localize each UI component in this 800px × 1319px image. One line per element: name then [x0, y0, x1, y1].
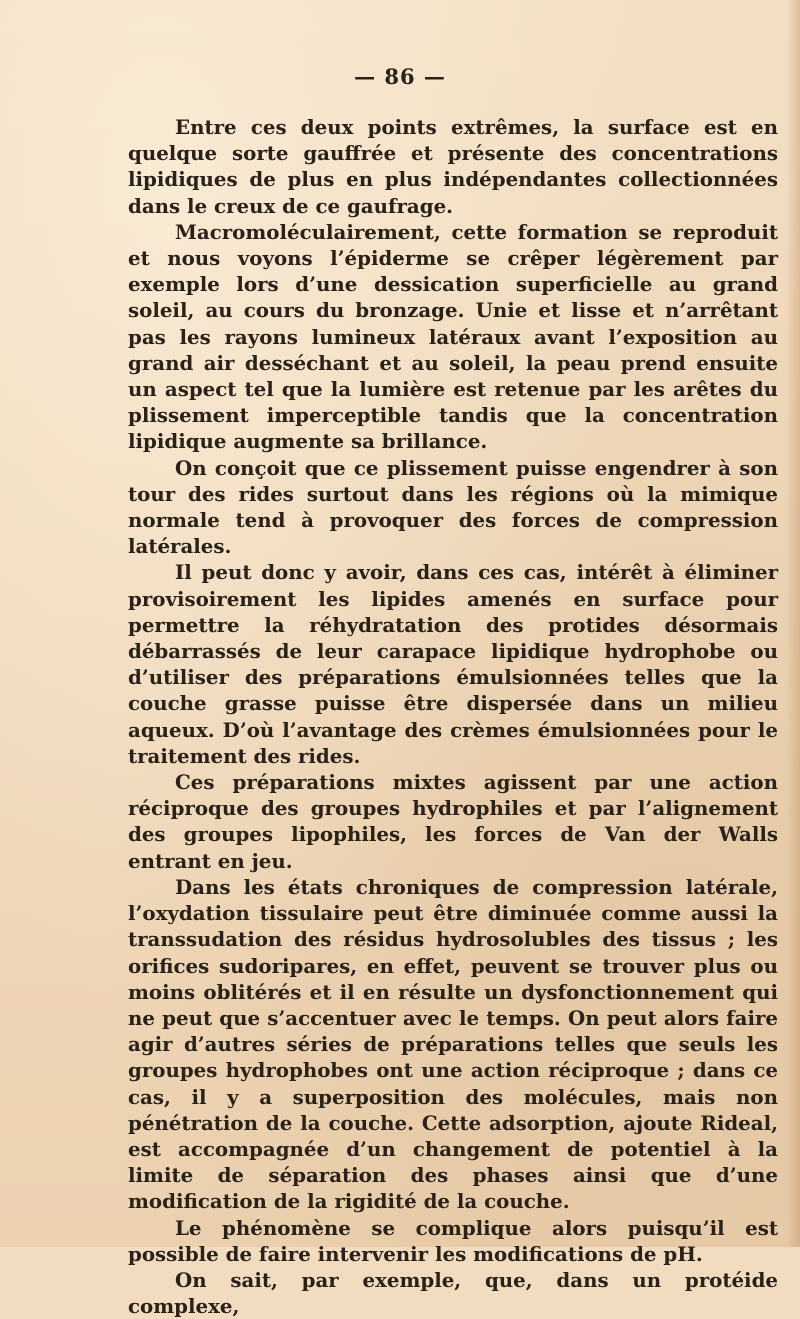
paragraph-7: Le phénomène se complique alors puisqu’il est possible de faire intervenir les modifications de pH. [128, 1215, 778, 1266]
paragraph-8: On sait, par exemple, que, dans un protéide complexe, [128, 1267, 778, 1319]
paragraph-5: Ces préparations mixtes agissent par une action réciproque des groupes hydrophiles et par l’alignement des groupes lipophiles, les forces de Van der Walls entrant en jeu. [128, 770, 778, 873]
body-text [128, 114, 778, 1319]
page-number: — 86 — [354, 64, 446, 89]
paragraph-6: Dans les états chroniques de compression latérale, l’oxydation tissulaire peut être diminuée comme aussi la transsudation des résidus hydrosolubles des tissus ; les orifices sudoripares, en effet, peuvent se trouver plus ou moins oblitérés et il en résulte un dysfonctionnement qui ne peut que s’accentuer avec le temps. On peut alors faire agir d’autres séries de préparations telles que seuls les groupes hydrophobes ont une action réciproque ; dans ce cas, il y a superposition des molécules, mais non pénétration de la couche. Cette adsorption, ajoute Rideal, est accompagnée d’un changement de potentiel à la limite de séparation des phases ainsi que d’une modification de la rigidité de la couche. [128, 874, 778, 1214]
paragraph-4: Il peut donc y avoir, dans ces cas, intérêt à éliminer provisoirement les lipides amenés en surface pour permettre la réhydratation des protides désormais débarrassés de leur carapace lipidique hydrophobe ou d’utiliser des préparations émulsionnées telles que la couche grasse puisse être dispersée dans un milieu aqueux. D’où l’avantage des crèmes émulsionnées pour le traitement des rides. [128, 560, 778, 768]
paragraph-2: Macromoléculairement, cette formation se reproduit et nous voyons l’épiderme se crêper légèrement par exemple lors d’une dessication superficielle au grand soleil, au cours du bronzage. Unie et lisse et n’arrêtant pas les rayons lumineux latéraux avant l’exposition au grand air desséchant et au soleil, la peau prend ensuite un aspect tel que la lumière est retenue par les arêtes du plissement imperceptible tandis que la concentration lipidique augmente sa brillance. [128, 219, 778, 454]
paragraph-3: On conçoit que ce plissement puisse engendrer à son tour des rides surtout dans les régions où la mimique normale tend à provoquer des forces de compression latérales. [128, 455, 778, 559]
page-edge-shadow [786, 0, 800, 1247]
paragraph-1: Entre ces deux points extrêmes, la surface est en quelque sorte gauffrée et présente des concentrations lipidiques de plus en plus indépendantes collectionnées dans le creux de ce gaufrage. [128, 115, 778, 218]
